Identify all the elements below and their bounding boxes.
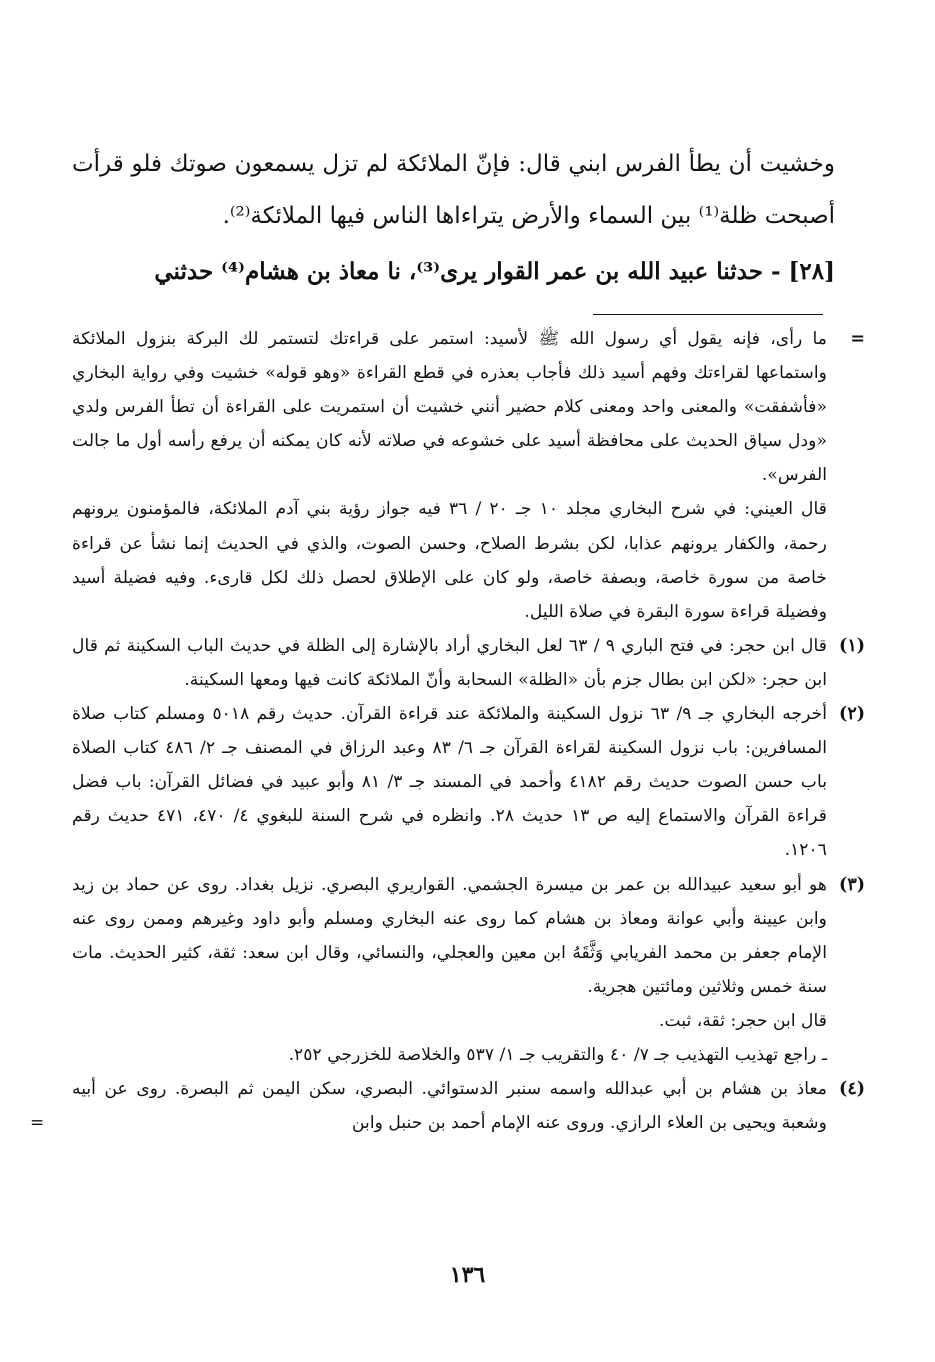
footnote-text: هو أبو سعيد عبيدالله بن عمر بن ميسرة الجشمي. القواريري البصري. نزيل بغداد. روى عن حماد بن زيد وابن عيينة وأبي عوانة ومعاذ بن هشام كما روى عنه البخاري ومسلم وأبو داود وغيرهم وممن روى عنه الإمام جعفر بن محمد الفريابي وَثَّقَهُ ابن معين والعجلي، والنسائي، وقال ابن سعد: ثقة، كثير الحديث. مات سنة خمس وثلاثين ومائتين هجرية. xyxy=(72,874,827,997)
page-number: ١٣٦ xyxy=(449,1262,486,1288)
footnote-marker: (٢) xyxy=(839,704,865,725)
footnotes xyxy=(30,322,865,1140)
footnote-separator xyxy=(593,314,823,315)
footnote-text: قال ابن حجر: في فتح الباري ٩ / ٦٣ لعل البخاري أراد بالإشارة إلى الظلة في حديث الباب السكينة ثم قال ابن حجر: «لكن ابن بطال جزم بأن «الظلة» السحابة وأنّ الملائكة كانت فيها ومعها السكينة. xyxy=(72,635,827,690)
footnote-1 xyxy=(72,629,865,697)
footnote-4 xyxy=(30,1072,865,1140)
hadith-number: [٢٨] - xyxy=(770,258,835,285)
footnote-text: ما رأى، فإنه يقول أي رسول الله ﷺ لأسيد: استمر على قراءتك لتستمر لك البركة بنزول الملائكة واستماعها لقراءتك وفهم أسيد ذلك فأجاب بعذره في قطع القراءة «وهو قوله» خشيت وفي رواية البخاري «فأشفقت» والمعنى واحد ومعنى كلام حضير أنني خشيت أن استمريت على القراءة أن تطأ الفرس ولدي «ودل سياق الحديث على محافظة أسيد على خشوعه في صلاته لأنه كان يمكنه أن يرفع رأسه أول ما جالت الفرس». xyxy=(72,329,827,486)
footnote-marker: = xyxy=(850,329,865,349)
hadith-chain: حدثنا عبيد الله بن عمر القوار يرى⁽³⁾، نا معاذ بن هشام⁽⁴⁾ حدثني xyxy=(154,258,763,285)
footnote-marker: (٣) xyxy=(839,874,865,895)
footnote-text: ـ راجع تهذيب التهذيب جـ ٧/ ٤٠ والتقريب جـ ١/ ٥٣٧ والخلاصة للخزرجي ٢٥٢. xyxy=(288,1044,827,1065)
hadith-line xyxy=(72,246,835,298)
footnote-marker: (٤) xyxy=(839,1079,865,1100)
footnote-text: قال العيني: في شرح البخاري مجلد ١٠ جـ ٢٠ / ٣٦ فيه جواز رؤية بني آدم الملائكة، فالمؤمنون يرونهم رحمة، والكفار يرونهم عذابا، لكن بشرط الصلاح، وحسن الصوت، والذي في الحديث إنما نشأ عن قراءة خاصة من سورة خاصة، وبصفة خاصة، ولو كان على الإطلاق لحصل ذلك لكل قارىء. وفيه فضيلة أسيد وفضيلة قراءة سورة البقرة في صلاة الليل. xyxy=(72,499,827,622)
footnote-text: معاذ بن هشام بن أبي عبدالله واسمه سنبر الدستوائي. البصري، سكن اليمن ثم البصرة. روى عن أبيه وشعبة ويحيى بن العلاء الرازي. وروى عنه الإمام أحمد بن حنبل وابن xyxy=(72,1079,827,1134)
main-paragraph: وخشيت أن يطأ الفرس ابني قال: فإنّ الملائكة لم تزل يسمعون صوتك فلو قرأت أصبحت ظلة⁽¹⁾ بين السماء والأرض يتراءاها الناس فيها الملائكة⁽²⁾. xyxy=(72,151,835,229)
footnote-text: قال ابن حجر: ثقة، ثبت. xyxy=(659,1010,827,1031)
footnote-2 xyxy=(72,697,865,867)
footnote-marker: (١) xyxy=(839,635,865,656)
continuation-mark: = xyxy=(30,1113,45,1134)
footnote-3 xyxy=(72,868,865,1073)
footnote-continued xyxy=(72,322,865,629)
main-text xyxy=(72,138,835,298)
footnote-text: أخرجه البخاري جـ ٩/ ٦٣ نزول السكينة والملائكة عند قراءة القرآن. حديث رقم ٥٠١٨ ومسلم كتاب صلاة المسافرين: باب نزول السكينة لقراءة القرآن جـ ٦/ ٨٣ وعبد الرزاق في المصنف جـ ٢/ ٤٨٦ كتاب الصلاة باب حسن الصوت حديث رقم ٤١٨٢ وأحمد في المسند جـ ٣/ ٨١ وأبو عبيد في فضائل القرآن: باب فضل قراءة القرآن والاستماع إليه ص ١٣ حديث ٢٨. وانظره في شرح السنة للبغوي ٤/ ٤٧٠، ٤٧١ حديث رقم ١٢٠٦. xyxy=(72,704,828,861)
